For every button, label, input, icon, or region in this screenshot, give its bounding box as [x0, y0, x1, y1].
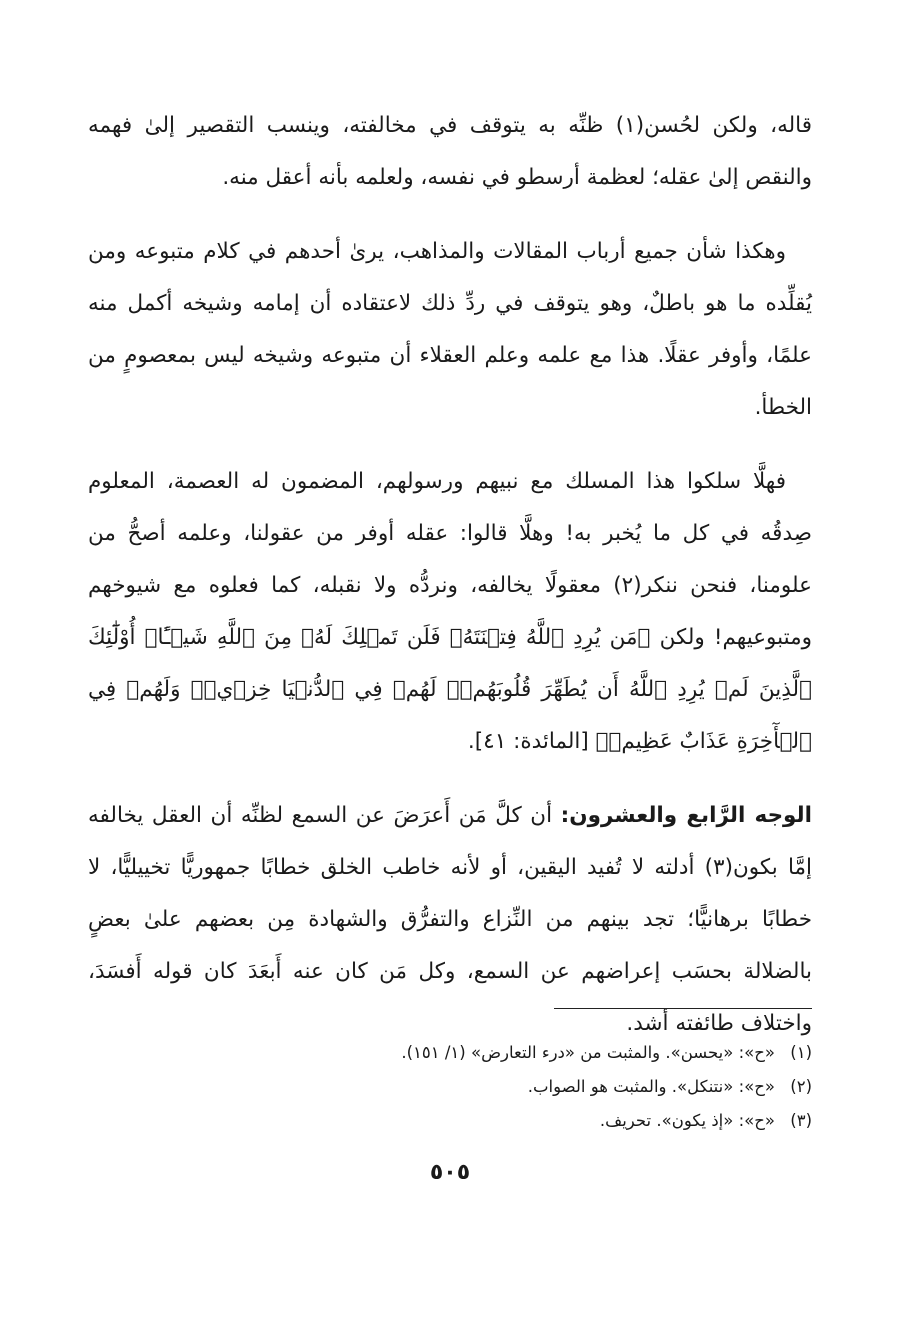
paragraph-4	[88, 790, 812, 1050]
footnote-2-text: «ح»: «نتنكل». والمثبت هو الصواب.	[527, 1077, 775, 1096]
footnote-divider	[554, 1008, 812, 1009]
paragraph-2-text: وهكذا شأن جميع أرباب المقالات والمذاهب، يرىٰ أحدهم في كلام متبوعه ومن يُقلِّده ما هو باطلٌ، وهو يتوقف في ردِّ ذلك لاعتقاده أن إمامه وشيخه أكمل منه علمًا، وأوفر عقلًا. هذا مع علمه وعلم العقلاء أن متبوعه وشيخه ليس بمعصومٍ من الخطأ.	[88, 239, 812, 420]
footnote-1-number: (١)	[790, 1043, 812, 1062]
footnote-1-text: «ح»: «يحسن». والمثبت من «درء التعارض» (١/ ١٥١).	[401, 1043, 775, 1062]
paragraph-1	[88, 100, 812, 204]
page-number: ٥٠٥	[429, 1160, 471, 1185]
paragraph-3	[88, 456, 812, 768]
footnote-3-text: «ح»: «إذ يكون». تحريف.	[599, 1111, 775, 1130]
footnote-2-number: (٢)	[790, 1077, 812, 1096]
footnote-1	[88, 1036, 812, 1070]
footnote-3-number: (٣)	[790, 1111, 812, 1130]
footnote-3	[88, 1104, 812, 1138]
paragraph-3-text: فهلَّا سلكوا هذا المسلك مع نبيهم ورسولهم، المضمون له العصمة، المعلوم صِدقُه في كل ما يُخبر به! وهلَّا قالوا: عقله أوفر من عقولنا، وعلمه أصحُّ من علومنا، فنحن ننكر(٢) معقولًا يخالفه، ونردُّه ولا نقبله، كما فعلوه مع شيوخهم ومتبوعيهم! ولكن ﴿مَن يُرِدِ ٱللَّهُ فِتۡنَتَهُۥ فَلَن تَمۡلِكَ لَهُۥ مِنَ ٱللَّهِ شَيۡـًٔاۚ أُوْلَٰٓئِكَ ٱلَّذِينَ لَمۡ يُرِدِ ٱللَّهُ أَن يُطَهِّرَ قُلُوبَهُمۡۚ لَهُمۡ فِي ٱلدُّنۡيَا خِزۡيٞۖ وَلَهُمۡ فِي ٱلۡأٓخِرَةِ عَذَابٌ عَظِيمٞ﴾ [المائدة: ٤١].	[88, 469, 812, 754]
paragraph-4-text: أن كلَّ مَن أَعرَضَ عن السمع لظنِّه أن العقل يخالفه إمَّا بكون(٣) أدلته لا تُفيد اليقين، أو لأنه خاطب الخلق خطابًا جمهوريًّا تخييليًّا، لا خطابًا برهانيًّا؛ تجد بينهم من النِّزاع والتفرُّق والشهادة مِن بعضهم علىٰ بعضٍ بالضلالة بحسَب إعراضهم عن السمع، وكل مَن كان عنه أَبعَدَ كان قوله أَفسَدَ، واختلاف طائفته أشد.	[88, 803, 812, 1036]
paragraph-2	[88, 226, 812, 434]
paragraph-1-text: قاله، ولكن لحُسن(١) ظنِّه به يتوقف في مخالفته، وينسب التقصير إلىٰ فهمه والنقص إلىٰ عقله؛ لعظمة أرسطو في نفسه، ولعلمه بأنه أعقل منه.	[88, 113, 812, 190]
footnote-2	[88, 1070, 812, 1104]
footnotes	[88, 1036, 812, 1138]
paragraph-4-heading: الوجه الرَّابع والعشرون:	[560, 803, 812, 828]
main-text	[88, 100, 812, 1072]
